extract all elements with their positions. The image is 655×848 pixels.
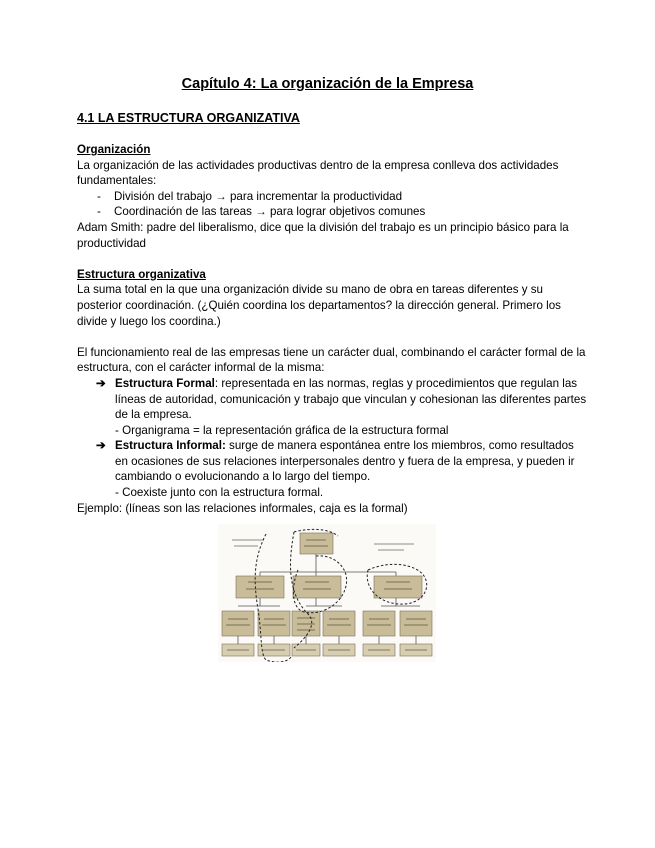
- informal-text: surge de manera espontánea entre los miembros, como resultados en ocasiones de sus relaciones interpersonales dentro y fuera de la empresa, y pueden ir cambiando o evolucionando a lo largo del tiempo.: [115, 439, 575, 484]
- adam-smith-paragraph: Adam Smith: padre del liberalismo, dice que la división del trabajo es un principio básico para la productividad: [77, 220, 569, 250]
- estructura-definition: La suma total en la que una organización divide su mano de obra en tareas diferentes y su posterior coordinación. (¿Quién coordina los departamentos? la dirección general. Primero los divide y luego los coordina.): [77, 283, 561, 328]
- list-item: - División del trabajo → para incrementar la productividad: [77, 189, 587, 205]
- box-seccion: [323, 611, 355, 636]
- ejemplo-caption: Ejemplo: (líneas son las relaciones informales, caja es la formal): [77, 501, 408, 515]
- box-departamento-2: [293, 576, 341, 598]
- org-chart-figure: [218, 524, 436, 662]
- formal-note: - Organigrama = la representación gráfica de la estructura formal: [115, 423, 449, 437]
- list-item-formal: [77, 376, 587, 438]
- estructura-types-list: [77, 376, 587, 501]
- organizacion-heading: Organización: [77, 143, 151, 156]
- formal-label: Estructura Formal: [115, 376, 215, 390]
- estructura-heading: Estructura organizativa: [77, 267, 206, 281]
- box-seccion: [258, 611, 290, 636]
- box-seccion: [400, 611, 432, 636]
- box-seccion: [222, 611, 254, 636]
- section-heading: 4.1 LA ESTRUCTURA ORGANIZATIVA: [77, 111, 300, 125]
- list-item-informal: [77, 438, 587, 500]
- informal-note: - Coexiste junto con la estructura formal.: [115, 486, 324, 500]
- section-body: [77, 142, 587, 516]
- box-departamento-1: [236, 576, 284, 598]
- box-direccion-general: [300, 533, 333, 554]
- arrow-bullet-icon: ➔: [96, 376, 106, 390]
- informal-label: Estructura Informal:: [115, 439, 226, 453]
- organizacion-list: [77, 189, 587, 220]
- organizacion-intro: La organización de las actividades productivas dentro de la empresa conlleva dos actividades fundamentales:: [77, 158, 559, 188]
- list-item: - Coordinación de las tareas → para lograr objetivos comunes: [77, 204, 587, 220]
- box-departamento-3: [374, 576, 422, 598]
- dual-paragraph: El funcionamiento real de las empresas tiene un carácter dual, combinando el carácter formal de la estructura, con el carácter informal de la misma:: [77, 345, 586, 375]
- chapter-title: Capítulo 4: La organización de la Empresa: [181, 76, 474, 92]
- box-seccion: [363, 611, 395, 636]
- formal-text: : representada en las normas, reglas y procedimientos que regulan las líneas de autoridad, comunicación y trabajo que vinculan y cohesionan las diferentes partes de la empresa.: [115, 376, 587, 422]
- arrow-bullet-icon: ➔: [96, 439, 106, 453]
